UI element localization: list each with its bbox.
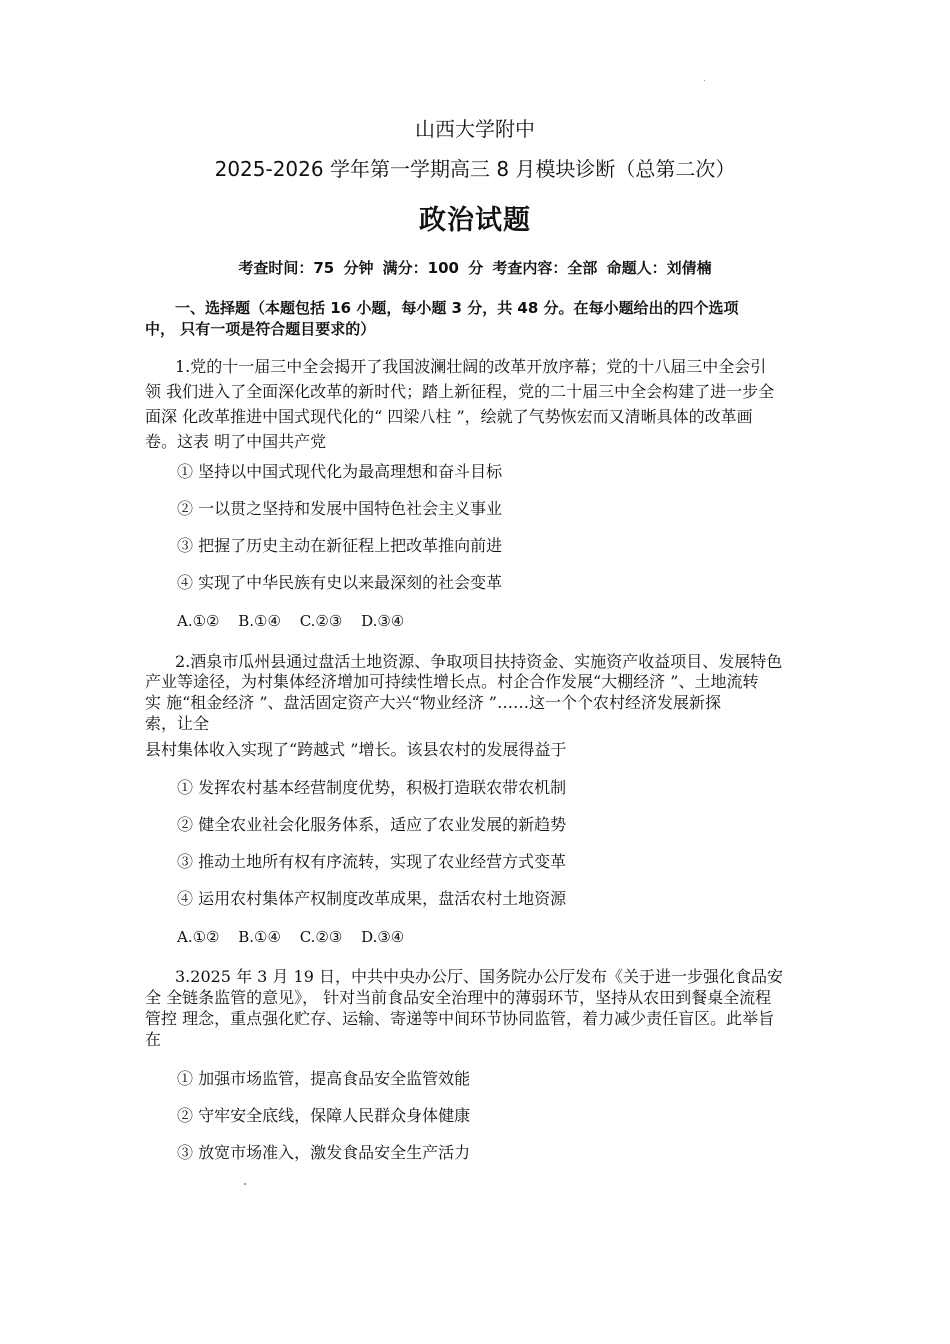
question-text-line: 实 施“租金经济 ”、盘活固定资产大兴“物业经济 ”……这一个个农村经济发展新探: [145, 693, 721, 712]
question-text-line: 县村集体收入实现了“跨越式 ”增长。该县农村的发展得益于: [145, 740, 567, 759]
option-3: ③ 推动土地所有权有序流转，实现了农业经营方式变革: [177, 852, 567, 871]
scan-speck: [244, 1183, 246, 1185]
question-text-line: 管控 理念，重点强化贮存、运输、寄递等中间环节协同监管，着力减少责任盲区。此举旨: [145, 1009, 775, 1028]
option-3: ③ 放宽市场准入，激发食品安全生产活力: [177, 1143, 471, 1162]
section-heading-line-2: 中， 只有一项是符合题目要求的）: [145, 320, 376, 338]
question-text-line: 领 我们进入了全面深化改革的新时代；踏上新征程，党的二十届三中全会构建了进一步全: [145, 382, 775, 401]
question-text-line: 1.党的十一届三中全会揭开了我国波澜壮阔的改革开放序幕；党的十八届三中全会引: [175, 357, 767, 376]
option-4: ④ 实现了中华民族有史以来最深刻的社会变革: [177, 573, 503, 592]
scan-speck: [704, 80, 705, 81]
option-1: ① 发挥农村基本经营制度优势，积极打造联农带农机制: [177, 778, 567, 797]
page-title: 政治试题: [419, 205, 531, 236]
section-heading-line-1: 一、选择题（本题包括 16 小题，每小题 3 分，共 48 分。在每小题给出的四个选项: [175, 299, 739, 317]
answer-choices: A.①② B.①④ C.②③ D.③④: [177, 928, 405, 946]
option-1: ① 坚持以中国式现代化为最高理想和奋斗目标: [177, 462, 503, 481]
exam-info: 考查时间：75 分钟 满分：100 分 考查内容：全部 命题人：刘倩楠: [238, 259, 712, 277]
question-text-line: 产业等途径，为村集体经济增加可持续性增长点。村企合作发展“大棚经济 ”、土地流转: [145, 672, 759, 691]
question-text-line: 索，让全: [145, 714, 210, 733]
question-text-line: 3.2025 年 3 月 19 日，中共中央办公厅、国务院办公厅发布《关于进一步强化食品安: [175, 967, 783, 986]
option-3: ③ 把握了历史主动在新征程上把改革推向前进: [177, 536, 503, 555]
answer-choices: A.①② B.①④ C.②③ D.③④: [177, 612, 405, 630]
question-text-line: 卷。这表 明了中国共产党: [145, 432, 327, 451]
option-2: ② 健全农业社会化服务体系，适应了农业发展的新趋势: [177, 815, 567, 834]
school-name: 山西大学附中: [415, 117, 535, 141]
option-2: ② 一以贯之坚持和发展中国特色社会主义事业: [177, 499, 503, 518]
question-text-line: 2.酒泉市瓜州县通过盘活土地资源、争取项目扶持资金、实施资产收益项目、发展特色: [175, 652, 783, 671]
question-text-line: 全 全链条监管的意见》， 针对当前食品安全治理中的薄弱环节，坚持从农田到餐桌全流程: [145, 988, 772, 1007]
question-text-line: 在: [145, 1030, 162, 1049]
option-1: ① 加强市场监管，提高食品安全监管效能: [177, 1069, 471, 1088]
option-2: ② 守牢安全底线，保障人民群众身体健康: [177, 1106, 471, 1125]
exam-subtitle: 2025-2026 学年第一学期高三 8 月模块诊断（总第二次）: [214, 157, 736, 181]
option-4: ④ 运用农村集体产权制度改革成果，盘活农村土地资源: [177, 889, 567, 908]
question-text-line: 面深 化改革推进中国式现代化的“ 四梁八柱 ”，绘就了气势恢宏而又清晰具体的改革画: [145, 407, 753, 426]
